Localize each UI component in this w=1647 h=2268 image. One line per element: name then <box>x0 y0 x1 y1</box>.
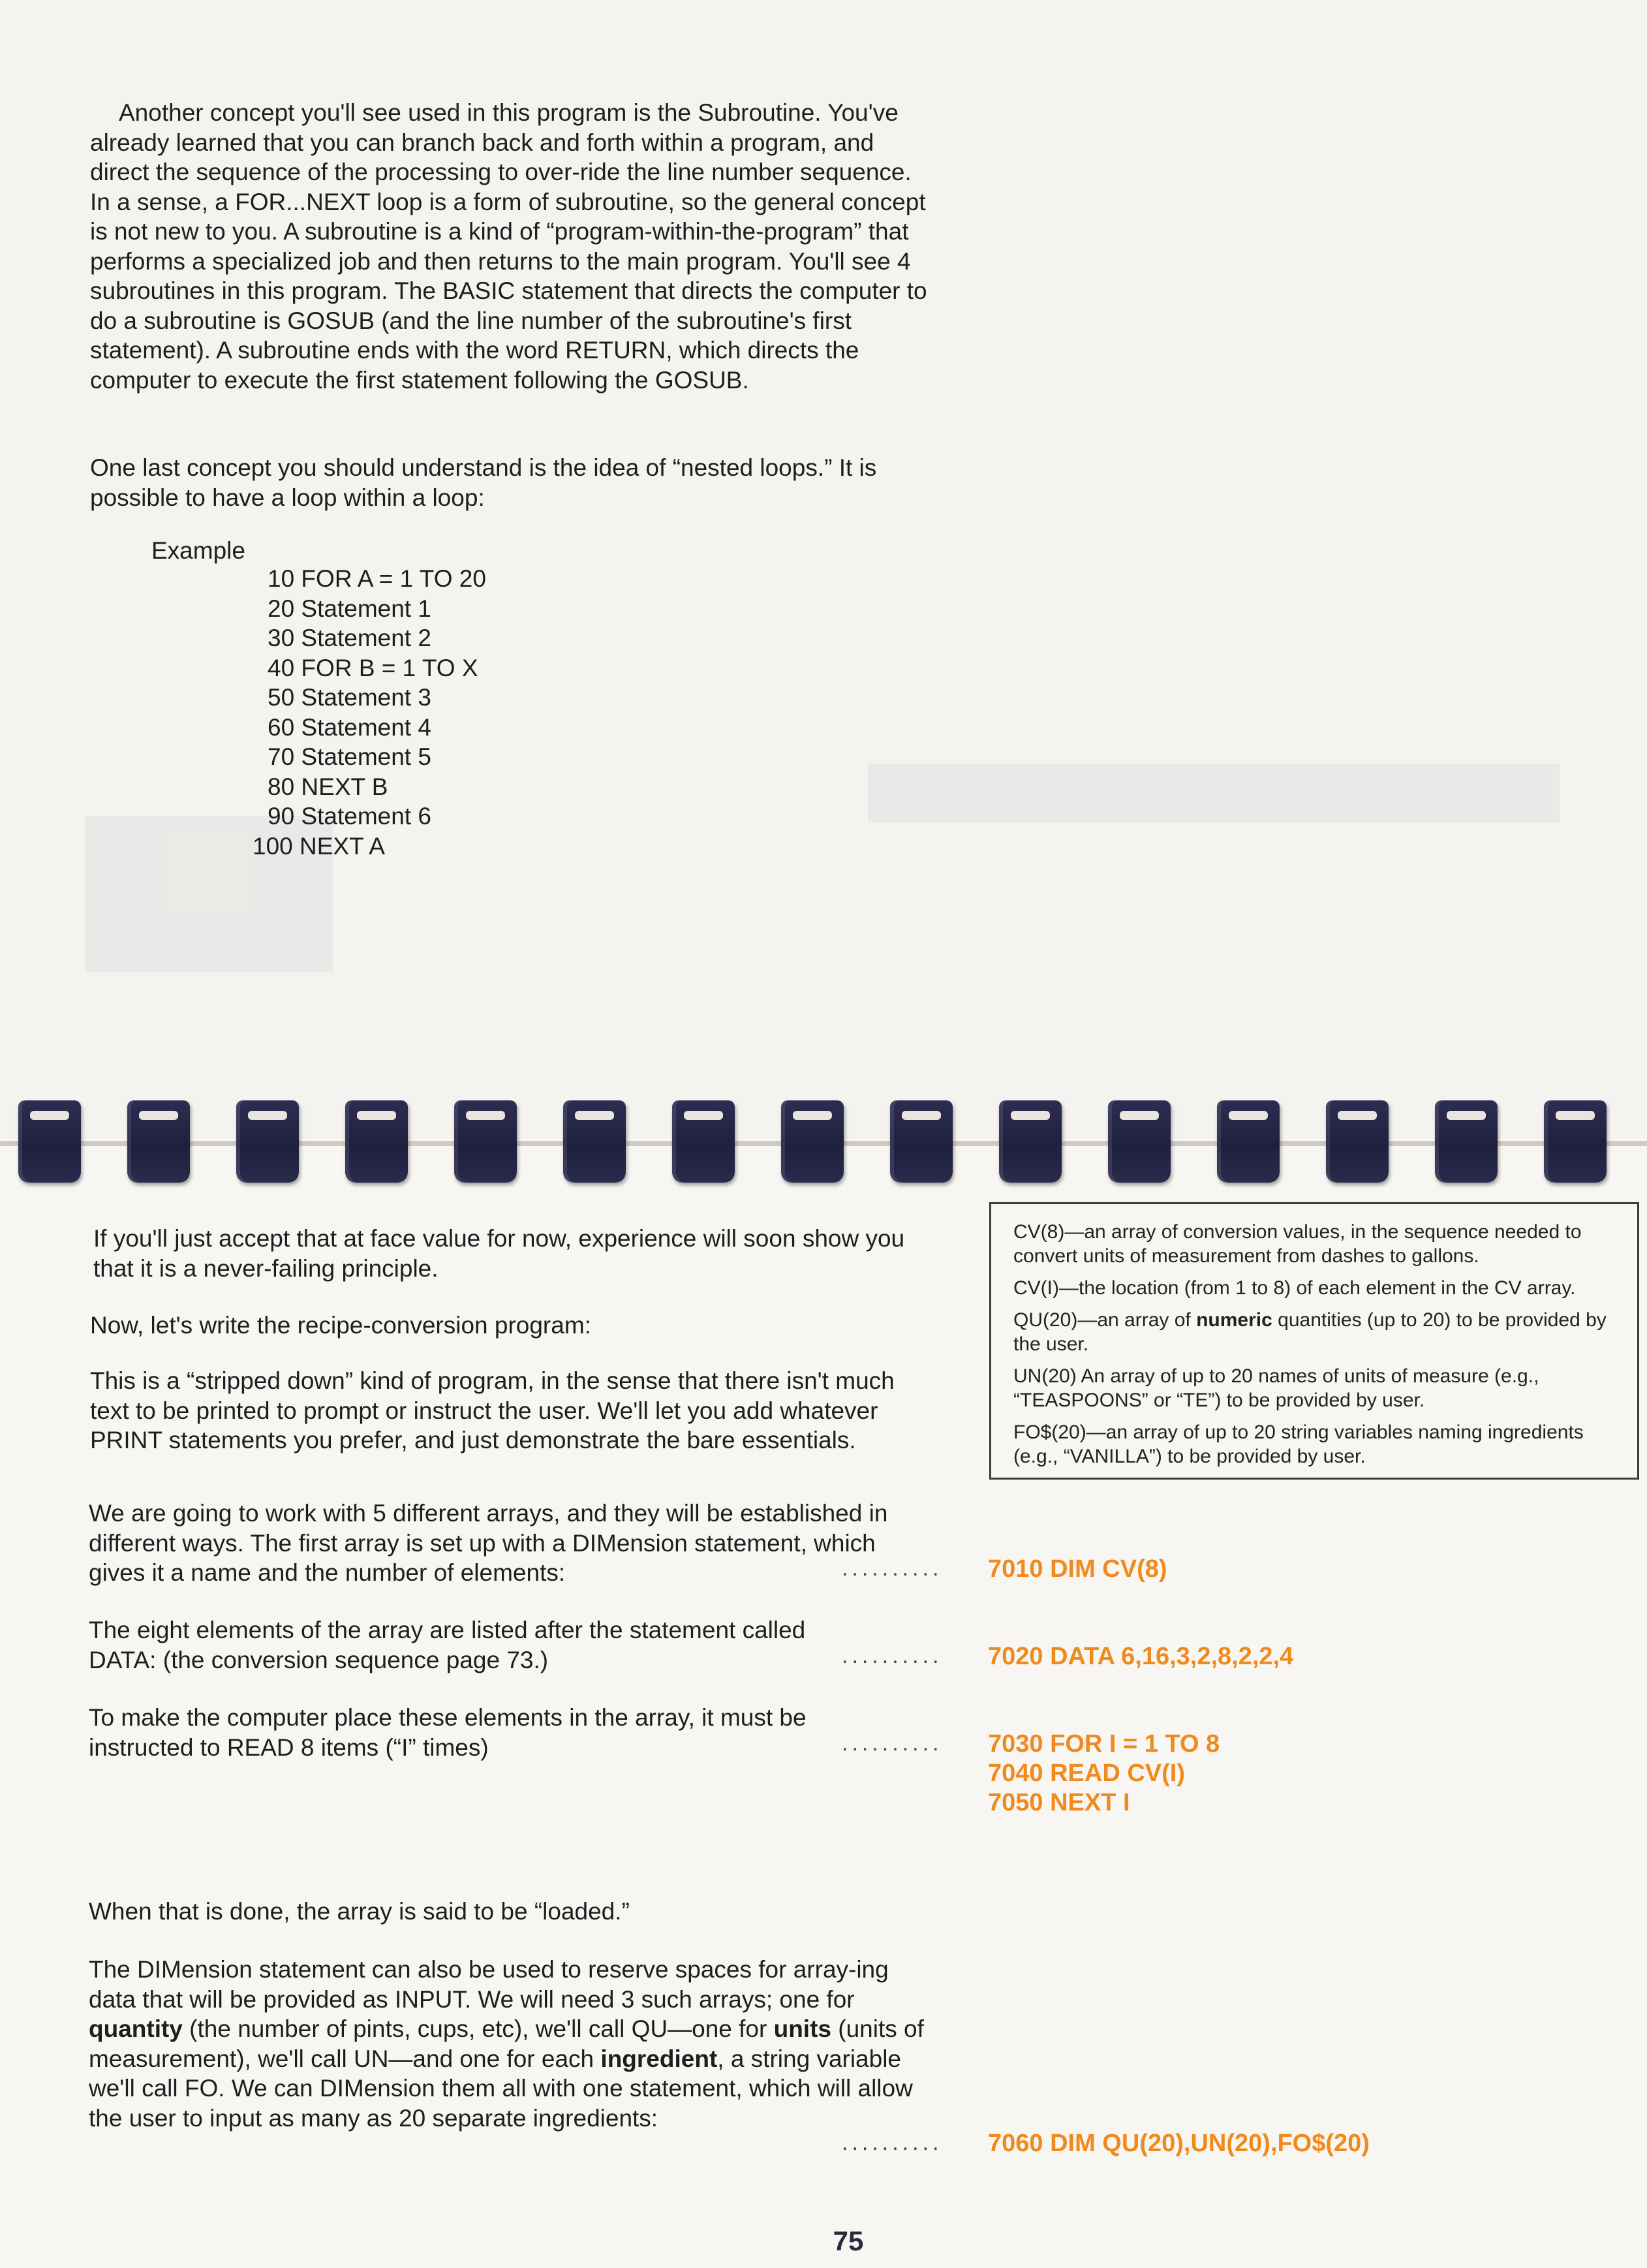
code-dim-cv: 7010 DIM CV(8) <box>988 1555 1167 1583</box>
code-for-loop: 7030 FOR I = 1 TO 8 <box>988 1730 1220 1758</box>
binding-ring <box>1326 1100 1389 1183</box>
show-through-band <box>868 764 1560 822</box>
binding-ring <box>999 1100 1062 1183</box>
definition-cv8: CV(8)—an array of conversion values, in the sequence needed to convert units of measurement from dashes to gallons. <box>1013 1221 1582 1267</box>
binding-ring <box>127 1100 190 1183</box>
binding-ring <box>345 1100 408 1183</box>
definition-cvi: CV(I)—the location (from 1 to 8) of each element in the CV array. <box>1013 1277 1576 1299</box>
quantity-keyword: quantity <box>89 2015 183 2042</box>
spiral-binding <box>0 1089 1647 1187</box>
definition-fo: FO$(20)—an array of up to 20 string variables naming ingredients (e.g., “VANILLA”) to be provided by user. <box>1013 1421 1584 1467</box>
eight-elements-paragraph: The eight elements of the array are listed after the statement called DATA: (the conversion sequence page 73.) <box>89 1617 806 1673</box>
example-line: 100 NEXT A <box>253 832 385 860</box>
binding-ring <box>890 1100 953 1183</box>
leader-dots: .......... <box>842 2130 943 2155</box>
dim-reserve-paragraph: The DIMension statement can also be used to reserve spaces for array-ing data that will be provided as INPUT. We will need 3 such arrays; one for quantity (the number of pints, cups, etc), we'll call QU—one for units (units of measurement), we'll call UN—and one for each ingredient, a string variable we'll call FO. We can DIMension them all with one statement, which will allow the user to input as many as 20 separate ingredients: <box>89 1956 924 2132</box>
code-next: 7050 NEXT I <box>988 1789 1130 1816</box>
read-items-paragraph: To make the computer place these elements in the array, it must be instructed to READ 8 items (“I” times) <box>89 1704 807 1761</box>
nested-loops-paragraph: One last concept you should understand is the idea of “nested loops.” It is possible to have a loop within a loop: <box>90 454 877 511</box>
example-line: 50 Statement 3 <box>268 684 431 711</box>
ingredient-keyword: ingredient <box>600 2045 718 2072</box>
loaded-line: When that is done, the array is said to be “loaded.” <box>89 1898 630 1925</box>
binding-ring <box>18 1100 81 1183</box>
definition-un: UN(20) An array of up to 20 names of units of measure (e.g., “TEASPOONS” or “TE”) to be provided by user. <box>1013 1365 1539 1411</box>
example-line: 20 Statement 1 <box>268 595 431 622</box>
variable-definitions-box <box>989 1202 1639 1480</box>
leader-dots: .......... <box>842 1643 943 1668</box>
binding-ring <box>1544 1100 1607 1183</box>
example-code <box>251 564 512 861</box>
example-line: 90 Statement 6 <box>268 803 431 830</box>
example-line: 60 Statement 4 <box>268 713 431 741</box>
subroutine-paragraph: Another concept you'll see used in this program is the Subroutine. You've already learned that you can branch back and forth within a program, and direct the sequence of the processing to over-ride the line number sequence. In a sense, a FOR...NEXT loop is a form of subroutine, so the general concept is not new to you. A subroutine is a kind of “program-within-the-program” that performs a specialized job and then returns to the main program. You'll see 4 subroutines in this program. The BASIC statement that directs the computer to do a subroutine is GOSUB (and the line number of the subroutine's first statement). A subroutine ends with the word RETURN, which directs the computer to execute the first statement following the GOSUB. <box>90 99 927 394</box>
binding-ring <box>672 1100 735 1183</box>
binding-ring <box>1217 1100 1280 1183</box>
leader-dots: .......... <box>842 1556 943 1581</box>
binding-ring <box>454 1100 517 1183</box>
stripped-down-paragraph: This is a “stripped down” kind of program, in the sense that there isn't much text to be printed to prompt or instruct the user. We'll let you add whatever PRINT statements you prefer, and just demonstrate the bare essentials. <box>90 1367 895 1453</box>
binding-ring <box>563 1100 626 1183</box>
example-line: 70 Statement 5 <box>268 743 431 770</box>
leader-dots: .......... <box>842 1731 943 1756</box>
write-program-line: Now, let's write the recipe-conversion program: <box>90 1312 591 1339</box>
intro-paragraph: If you'll just accept that at face value for now, experience will soon show you that it is a never-failing principle. <box>93 1225 905 1282</box>
example-line: 40 FOR B = 1 TO X <box>268 654 478 681</box>
binding-ring <box>1435 1100 1498 1183</box>
binding-ring <box>781 1100 844 1183</box>
example-line: 80 NEXT B <box>268 773 388 800</box>
example-line: 30 Statement 2 <box>268 625 431 651</box>
binding-ring <box>1108 1100 1171 1183</box>
definition-qu: QU(20)—an array of numeric quantities (up to 20) to be provided by the user. <box>1013 1309 1607 1355</box>
example-line: 10 FOR A = 1 TO 20 <box>268 565 486 592</box>
code-dim-inputs: 7060 DIM QU(20),UN(20),FO$(20) <box>988 2130 1370 2157</box>
code-read: 7040 READ CV(I) <box>988 1760 1185 1787</box>
example-label: Example <box>151 537 245 564</box>
binding-ring <box>236 1100 299 1183</box>
code-data: 7020 DATA 6,16,3,2,8,2,2,4 <box>988 1643 1294 1670</box>
units-keyword: units <box>773 2015 831 2042</box>
five-arrays-paragraph: We are going to work with 5 different arrays, and they will be established in different ways. The first array is set up with a DIMension statement, which gives it a name and the number of elements: <box>89 1500 888 1586</box>
page-number: 75 <box>833 2226 864 2256</box>
